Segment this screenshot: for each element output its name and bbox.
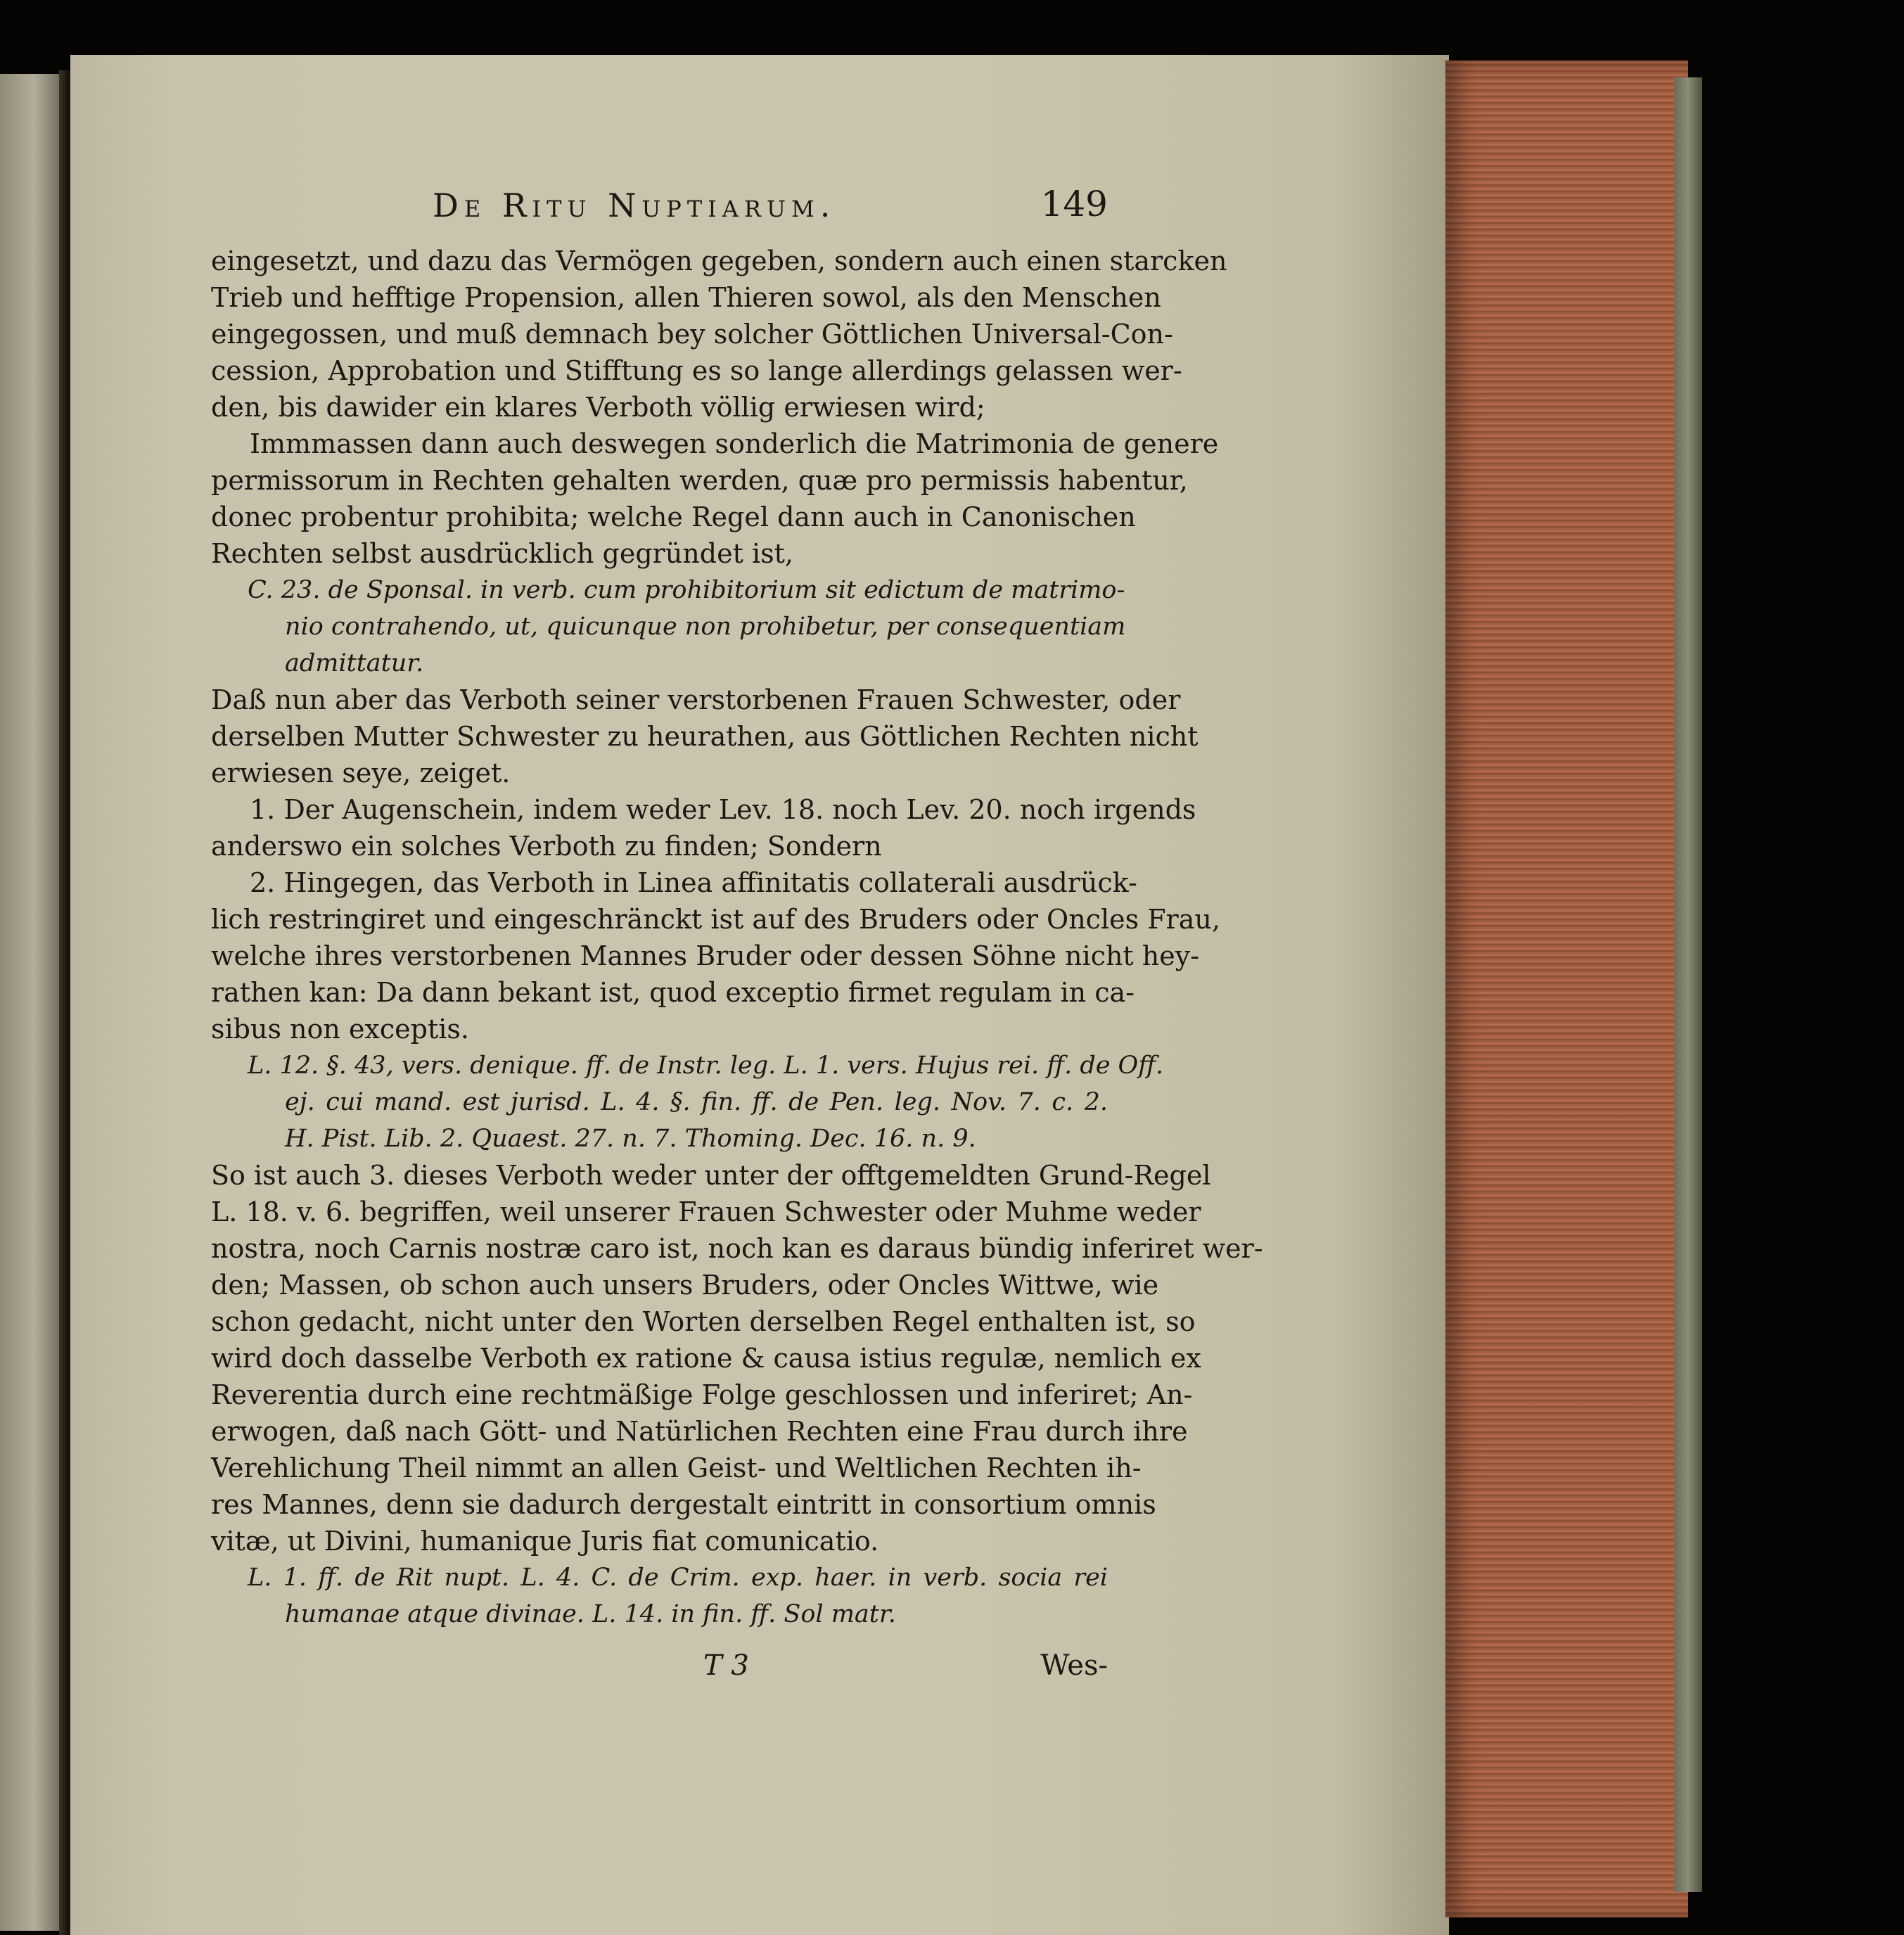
text-line: 2. Hingegen, das Verboth in Linea affinitatis collaterali ausdrück- xyxy=(250,867,1137,898)
citation-line: admittatur. xyxy=(285,649,424,677)
book-cover-edge xyxy=(1674,77,1702,1892)
text-line: eingegossen, und muß demnach bey solcher Göttlichen Universal-Con- xyxy=(211,319,1173,350)
text-line: Reverentia durch eine rechtmäßige Folge geschlossen und inferiret; An- xyxy=(211,1379,1193,1410)
text-line: wird doch dasselbe Verboth ex ratione & causa istius regulæ, nemlich ex xyxy=(211,1343,1201,1374)
text-line: erwiesen seye, zeiget. xyxy=(211,758,511,788)
signature-mark: T 3 xyxy=(703,1649,749,1682)
text-line: L. 18. v. 6. begriffen, weil unserer Frauen Schwester oder Muhme weder xyxy=(211,1196,1201,1227)
text-line: Trieb und hefftige Propension, allen Thieren sowol, als den Menschen xyxy=(211,282,1161,313)
citation-line: L. 12. §. 43, vers. denique. ff. de Instr. leg. L. 1. vers. Hujus rei. ff. de Off. xyxy=(248,1052,1164,1080)
body-text xyxy=(211,243,1263,1633)
text-line: anderswo ein solches Verboth zu finden; Sondern xyxy=(211,831,882,862)
text-line: 1. Der Augenschein, indem weder Lev. 18. noch Lev. 20. noch irgends xyxy=(250,794,1196,825)
page-footer xyxy=(211,1649,1108,1692)
text-line: schon gedacht, nicht unter den Worten derselben Regel enthalten ist, so xyxy=(211,1306,1196,1337)
running-title: De Ritu Nuptiarum. xyxy=(433,186,836,224)
text-line: donec probentur prohibita; welche Regel dann auch in Canonischen xyxy=(211,502,1136,532)
text-line: permissorum in Rechten gehalten werden, quæ pro permissis habentur, xyxy=(211,465,1188,496)
citation-line: L. 1. ff. de Rit nupt. L. 4. C. de Crim. exp. haer. in verb. socia rei xyxy=(248,1564,1108,1592)
text-line: Daß nun aber das Verboth seiner verstorbenen Frauen Schwester, oder xyxy=(211,684,1181,715)
left-page-edge xyxy=(0,74,62,1931)
citation-line: ej. cui mand. est jurisd. L. 4. §. fin. ff. de Pen. leg. Nov. 7. c. 2. xyxy=(285,1088,1108,1116)
text-line: erwogen, daß nach Gött- und Natürlichen Rechten eine Frau durch ihre xyxy=(211,1416,1188,1447)
text-line: nostra, noch Carnis nostræ caro ist, noch kan es daraus bündig inferiret wer- xyxy=(211,1233,1263,1264)
text-line: welche ihres verstorbenen Mannes Bruder oder dessen Söhne nicht hey- xyxy=(211,940,1200,971)
text-line: derselben Mutter Schwester zu heurathen, aus Göttlichen Rechten nicht xyxy=(211,721,1199,752)
text-line: rathen kan: Da dann bekant ist, quod exceptio firmet regulam in ca- xyxy=(211,977,1135,1008)
citation-line: C. 23. de Sponsal. in verb. cum prohibitorium sit edictum de matrimo- xyxy=(248,576,1125,604)
citation-line: H. Pist. Lib. 2. Quaest. 27. n. 7. Thoming. Dec. 16. n. 9. xyxy=(285,1125,976,1153)
running-header xyxy=(433,186,1108,236)
page-number: 149 xyxy=(1040,184,1108,224)
text-line: vitæ, ut Divini, humanique Juris fiat comunicatio. xyxy=(211,1526,879,1557)
text-line: Immmassen dann auch deswegen sonderlich die Matrimonia de genere xyxy=(250,428,1219,459)
text-line: res Mannes, denn sie dadurch dergestalt eintritt in consortium omnis xyxy=(211,1489,1156,1520)
text-line: So ist auch 3. dieses Verboth weder unter der offtgemeldten Grund-Regel xyxy=(211,1160,1211,1191)
text-line: Verehlichung Theil nimmt an allen Geist- und Weltlichen Rechten ih- xyxy=(211,1452,1142,1483)
text-line: lich restringiret und eingeschränckt ist auf des Bruders oder Oncles Frau, xyxy=(211,904,1220,935)
citation-line: nio contrahendo, ut, quicunque non prohibetur, per consequentiam xyxy=(285,613,1126,641)
text-line: eingesetzt, und dazu das Vermögen gegeben, sondern auch einen starcken xyxy=(211,245,1227,276)
text-line: den, bis dawider ein klares Verboth völlig erwiesen wird; xyxy=(211,392,985,423)
text-line: sibus non exceptis. xyxy=(211,1014,469,1045)
text-line: Rechten selbst ausdrücklich gegründet ist, xyxy=(211,538,793,569)
citation-line: humanae atque divinae. L. 14. in fin. ff. Sol matr. xyxy=(285,1600,896,1628)
page-fore-edge xyxy=(1445,60,1688,1917)
text-line: den; Massen, ob schon auch unsers Bruders, oder Oncles Wittwe, wie xyxy=(211,1270,1159,1301)
text-line: cession, Approbation und Stifftung es so lange allerdings gelassen wer- xyxy=(211,355,1182,386)
catchword: Wes- xyxy=(1040,1649,1108,1682)
